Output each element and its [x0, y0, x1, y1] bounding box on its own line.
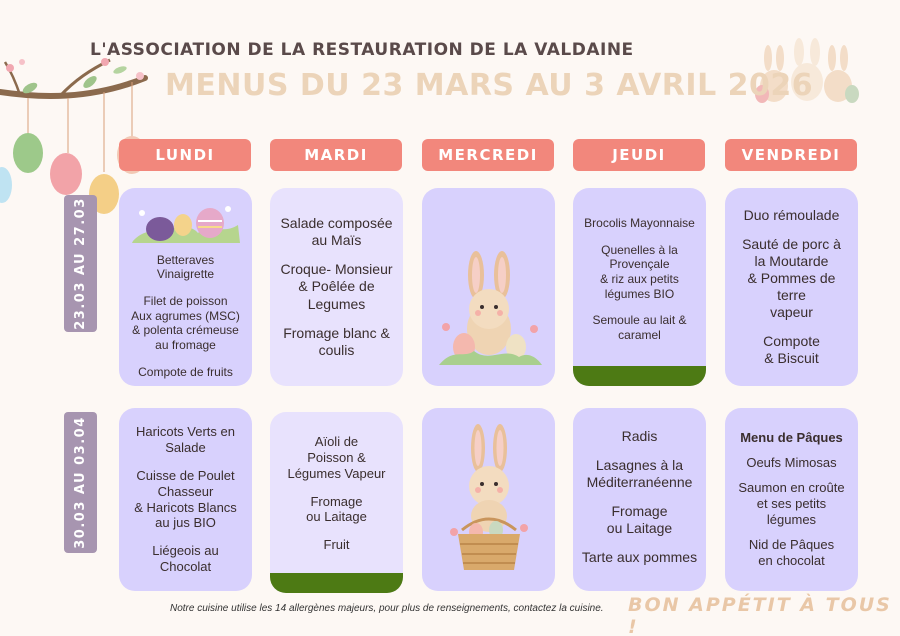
- day-header-mardi: MARDI: [270, 139, 402, 171]
- menu-item: Fromage ou Laitage: [606, 503, 673, 537]
- easter-bunny-icon: [434, 247, 544, 367]
- easter-bunny-basket-icon: [444, 420, 534, 580]
- menu-item: Fromage blanc & coulis: [283, 324, 390, 358]
- easter-eggs-grass-icon: [128, 195, 244, 245]
- menu-card-week1-mercredi: [422, 188, 555, 386]
- day-header-lundi: LUNDI: [119, 139, 251, 171]
- menu-item: Betteraves Vinaigrette: [156, 252, 215, 282]
- day-header-mercredi: MERCREDI: [422, 139, 554, 171]
- page-title: MENUS DU 23 MARS AU 3 AVRIL 2026: [165, 68, 814, 103]
- menu-item: Filet de poisson Aux agrumes (MSC) & polenta crémeuse au fromage: [131, 294, 240, 352]
- menu-item: Duo rémoulade: [743, 206, 840, 223]
- menu-card-week2-lundi: [119, 408, 252, 591]
- menu-item: Brocolis Mayonnaise: [584, 216, 695, 230]
- bio-indicator-bar: [573, 366, 706, 386]
- menu-item: Fruit: [323, 537, 350, 553]
- menu-card-week1-vendredi: [725, 188, 858, 386]
- closing-message: BON APPÉTIT À TOUS !: [628, 594, 892, 636]
- day-header-jeudi: JEUDI: [573, 139, 705, 171]
- menu-card-week2-mardi: [270, 412, 403, 593]
- menu-card-week2-mercredi: [422, 408, 555, 591]
- menu-card-week1-lundi: [119, 188, 252, 386]
- menu-card-week1-jeudi: [573, 188, 706, 386]
- menu-card-week1-mardi: [270, 188, 403, 386]
- week-label-2-text: 30.03 AU 03.04: [73, 416, 89, 549]
- menu-item: Quenelles à la Provençale & riz aux petits légumes BIO: [600, 242, 679, 301]
- menu-item: Lasagnes à la Méditerranéenne: [586, 457, 693, 491]
- menu-item: Saumon en croûte et ses petits légumes: [738, 480, 845, 527]
- menu-item: Semoule au lait & caramel: [592, 313, 687, 342]
- menu-item: Oeufs Mimosas: [746, 455, 837, 471]
- menu-item: Aïoli de Poisson & Légumes Vapeur: [287, 434, 386, 481]
- menu-card-week2-vendredi: [725, 408, 858, 591]
- menu-item: Cuisse de Poulet Chasseur & Haricots Blancs au jus BIO: [134, 467, 237, 531]
- menu-item-title: Menu de Pâques: [740, 430, 843, 446]
- menu-item: Croque- Monsieur & Poêlée de Legumes: [280, 261, 393, 312]
- organization-name: L'ASSOCIATION DE LA RESTAURATION DE LA VALDAINE: [90, 40, 634, 60]
- menu-item: Liégeois au Chocolat: [152, 543, 219, 575]
- allergen-note: Notre cuisine utilise les 14 allergènes majeurs, pour plus de renseignements, contactez la cuisine.: [170, 603, 604, 614]
- week-label-1: [64, 195, 97, 332]
- menu-item: Fromage ou Laitage: [306, 493, 367, 525]
- menu-item: Sauté de porc à la Moutarde & Pommes de terre vapeur: [742, 235, 841, 321]
- menu-item: Compote & Biscuit: [763, 333, 820, 367]
- menu-item: Radis: [621, 428, 658, 444]
- menu-item: Haricots Verts en Salade: [136, 424, 235, 455]
- menu-item: Compote de fruits: [138, 364, 233, 379]
- menu-card-week2-jeudi: [573, 408, 706, 591]
- day-header-vendredi: VENDREDI: [725, 139, 857, 171]
- bio-indicator-bar: [270, 573, 403, 593]
- menu-item: Salade composée au Maïs: [280, 215, 393, 249]
- week-label-2: [64, 412, 97, 553]
- week-label-1-text: 23.03 AU 27.03: [73, 197, 89, 330]
- menu-item: Nid de Pâques en chocolat: [748, 536, 835, 568]
- menu-item: Tarte aux pommes: [581, 549, 698, 566]
